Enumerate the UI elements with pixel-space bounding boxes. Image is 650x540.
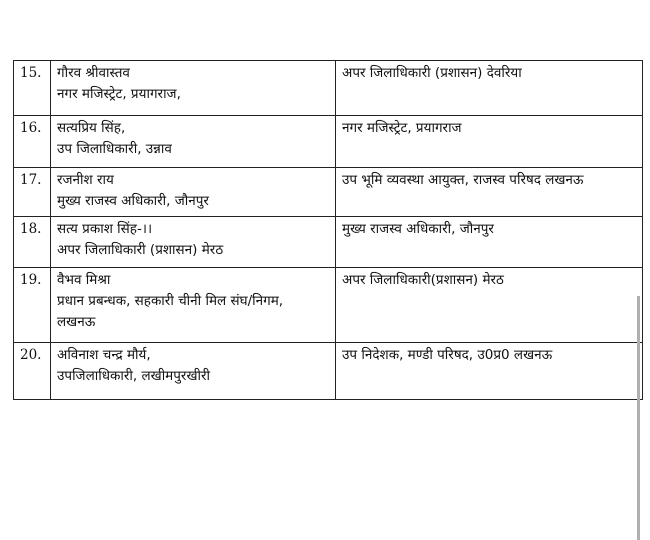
current-post-continued: लखनऊ: [57, 314, 96, 330]
officer-name: सत्यप्रिय सिंह,: [57, 120, 126, 136]
current-post: अपर जिलाधिकारी (प्रशासन) मेरठ: [57, 242, 224, 258]
table-row: [14, 116, 643, 168]
serial-number: 17.: [14, 168, 51, 217]
new-post: अपर जिलाधिकारी(प्रशासन) मेरठ: [336, 268, 643, 343]
officer-cell: [51, 116, 336, 168]
new-post: नगर मजिस्ट्रेट, प्रयागराज: [336, 116, 643, 168]
officer-cell: [51, 61, 336, 116]
new-post: अपर जिलाधिकारी (प्रशासन) देवरिया: [336, 61, 643, 116]
current-post: उपजिलाधिकारी, लखीमपुरखीरी: [57, 368, 211, 384]
current-post: मुख्य राजस्व अधिकारी, जौनपुर: [57, 193, 209, 209]
table-row: [14, 217, 643, 268]
table-row: [14, 61, 643, 116]
current-post: प्रधान प्रबन्धक, सहकारी चीनी मिल संघ/निगम,: [57, 293, 284, 309]
serial-number: 19.: [14, 268, 51, 343]
serial-number: 16.: [14, 116, 51, 168]
officer-name: रजनीश राय: [57, 172, 114, 188]
serial-number: 18.: [14, 217, 51, 268]
new-post: उप निदेशक, मण्डी परिषद, उ0प्र0 लखनऊ: [336, 343, 643, 400]
serial-number: 20.: [14, 343, 51, 400]
officer-name: वैभव मिश्रा: [57, 272, 111, 288]
table-row: [14, 268, 643, 343]
new-post: मुख्य राजस्व अधिकारी, जौनपुर: [336, 217, 643, 268]
page-edge-shadow: [637, 296, 640, 540]
table-row: [14, 168, 643, 217]
officer-name: गौरव श्रीवास्तव: [57, 65, 130, 81]
current-post: नगर मजिस्ट्रेट, प्रयागराज,: [57, 86, 181, 102]
new-post: उप भूमि व्यवस्था आयुक्त, राजस्व परिषद लखनऊ: [336, 168, 643, 217]
table-row: [14, 343, 643, 400]
officer-cell: [51, 268, 336, 343]
officer-cell: [51, 168, 336, 217]
transfer-table: [13, 60, 643, 400]
current-post: उप जिलाधिकारी, उन्नाव: [57, 141, 172, 157]
officer-cell: [51, 217, 336, 268]
serial-number: 15.: [14, 61, 51, 116]
officer-name: सत्य प्रकाश सिंह-।।: [57, 221, 153, 237]
officer-name: अविनाश चन्द्र मौर्य,: [57, 347, 151, 363]
officer-cell: [51, 343, 336, 400]
